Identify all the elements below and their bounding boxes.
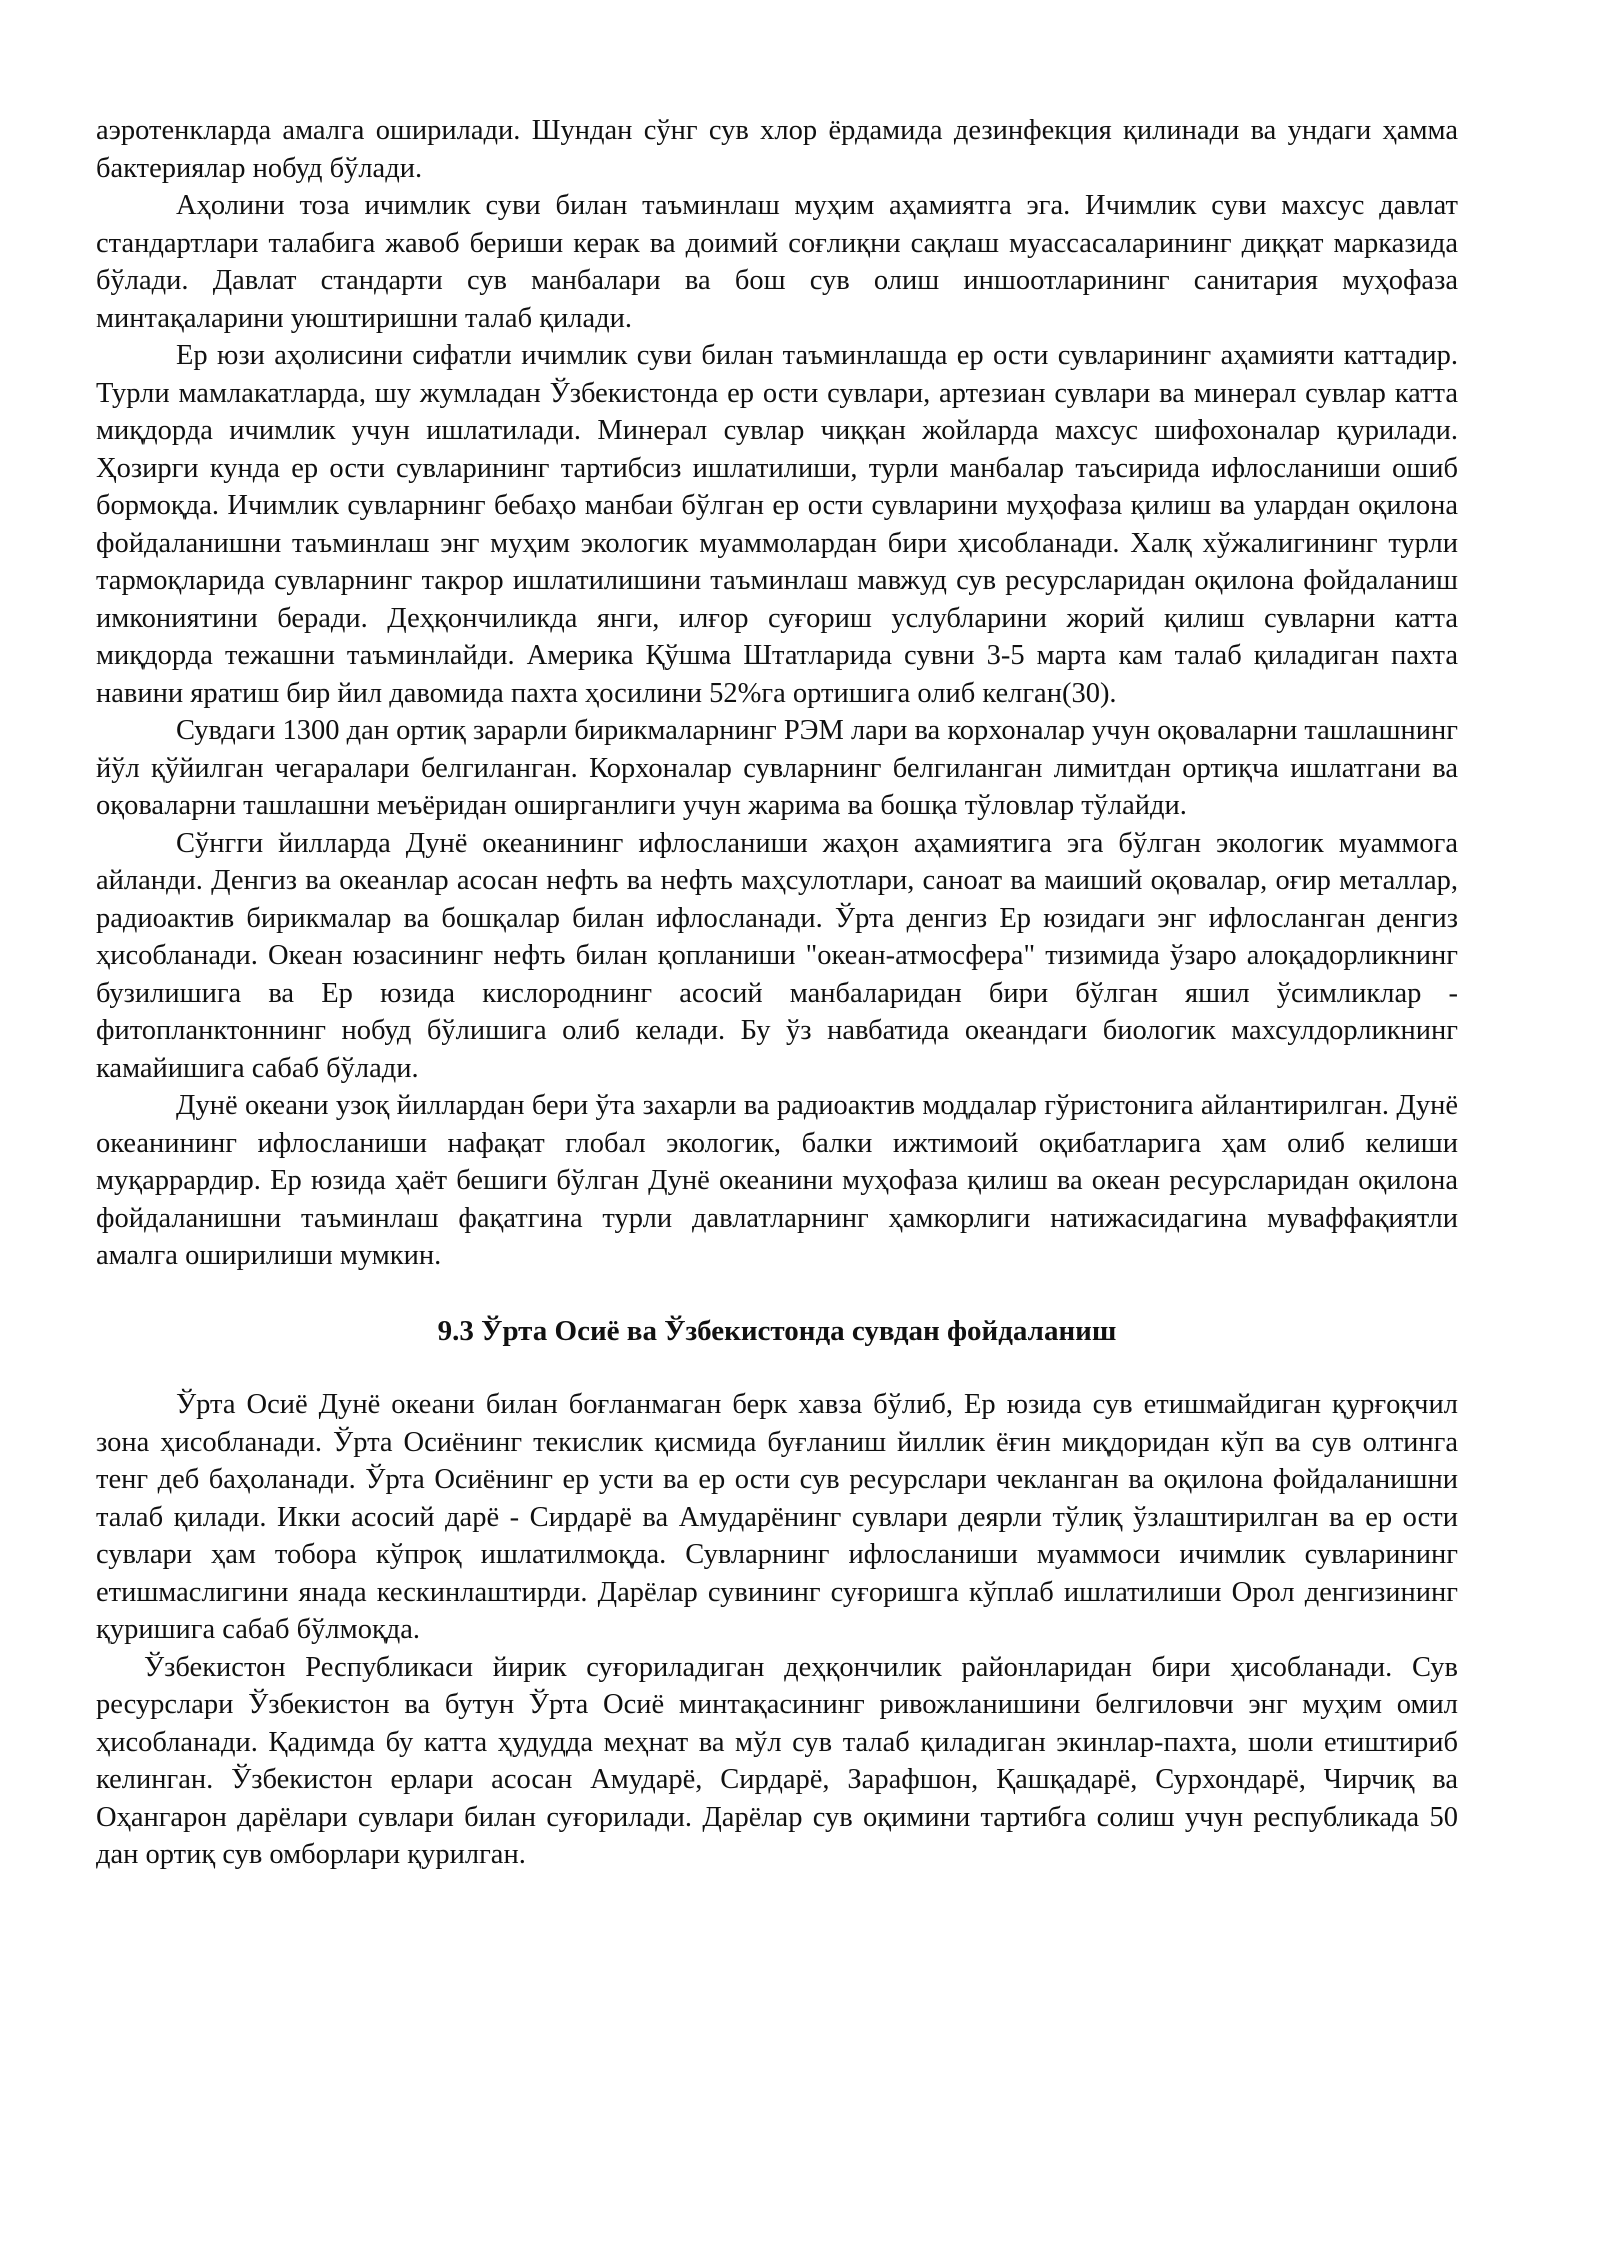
paragraph-groundwater: Ер юзи аҳолисини сифатли ичимлик суви билан таъминлашда ер ости сувларининг аҳамияти каттадир. Турли мамлакатларда, шу жумладан Ўзбекистонда ер ости сувлари, артезиан сувлари ва минерал сувлар катта миқдорда ичимлик учун ишлатилади. Минерал сувлар чиққан жойларда махсус шифохоналар қурилади. Ҳозирги кунда ер ости сувларининг тартибсиз ишлатилиши, турли манбалар таъсирида ифлосланиши ошиб бормоқда. Ичимлик сувларнинг бебаҳо манбаи бўлган ер ости сувларини муҳофаза қилиш ва улардан оқилона фойдаланишни таъминлаш энг муҳим экологик муаммолардан бири ҳисобланади. Халқ хўжалигининг турли тармоқларида сувларнинг такрор ишлатилишини таъминлаш мавжуд сув ресурсларидан оқилона фойдаланиш имкониятини беради. Деҳқончиликда янги, илғор суғориш услубларини жорий қилиш сувларни катта миқдорда тежашни таъминлайди. Америка Қўшма Штатларида сувни 3-5 марта кам талаб қиладиган пахта навини яратиш бир йил давомида пахта ҳосилини 52%га ортишига олиб келган(30). <box>96 340 1458 709</box>
paragraph-harmful-compounds: Сувдаги 1300 дан ортиқ зарарли бирикмаларнинг РЭМ лари ва корхоналар учун оқоваларни ташлашнинг йўл қўйилган чегаралари белгиланган. Корхоналар сувларнинг белгиланган лимитдан ортиқча ишлатгани ва оқоваларни ташлашни меъёридан оширганлиги учун жарима ва бошқа тўловлар тўлайди. <box>96 715 1458 821</box>
section-heading: 9.3 Ўрта Осиё ва Ўзбекистонда сувдан фойдаланиш <box>437 1314 1117 1347</box>
document-page <box>96 112 1458 1874</box>
paragraph-continuation: аэротенкларда амалга оширилади. Шундан сўнг сув хлор ёрдамида дезинфекция қилинади ва ундаги ҳамма бактериялар нобуд бўлади. <box>96 115 1458 184</box>
paragraph-uzbekistan: Ўзбекистон Республикаси йирик суғориладиган деҳқончилик районларидан бири ҳисобланади. Сув ресурслари Ўзбекистон ва бутун Ўрта Осиё минтақасининг ривожланишини белгиловчи энг муҳим омил ҳисобланади. Қадимда бу катта ҳудудда меҳнат ва мўл сув талаб қиладиган экинлар-пахта, шоли етиштириб келинган. Ўзбекистон ерлари асосан Амударё, Сирдарё, Зарафшон, Қашқадарё, Сурхондарё, Чирчиқ ва Оҳангарон дарёлари сувлари билан суғорилади. Дарёлар сув оқимини тартибга солиш учун республикада 50 дан ортиқ сув омборлари қурилган. <box>96 1651 1458 1870</box>
paragraph-ocean-protection: Дунё океани узоқ йиллардан бери ўта захарли ва радиоактив моддалар гўристонига айлантирилган. Дунё океанининг ифлосланиши нафақат глобал экологик, балки ижтимоий оқибатларига ҳам олиб келиши муқаррардир. Ер юзида ҳаёт бешиги бўлган Дунё океанини муҳофаза қилиш ва океан ресурсларидан оқилона фойдаланишни таъминлаш фақатгина турли давлатларнинг ҳамкорлиги натижасидагина муваффақиятли амалга оширилиши мумкин. <box>96 1090 1458 1271</box>
paragraph-ocean-pollution: Сўнгги йилларда Дунё океанининг ифлосланиши жаҳон аҳамиятига эга бўлган экологик муаммога айланди. Денгиз ва океанлар асосан нефть ва нефть маҳсулотлари, саноат ва маиший оқовалар, оғир металлар, радиоактив бирикмалар ва бошқалар билан ифлосланади. Ўрта денгиз Ер юзидаги энг ифлосланган денгиз ҳисобланади. Океан юзасининг нефть билан қопланиши "океан-атмосфера" тизимида ўзаро алоқадорликнинг бузилишига ва Ер юзида кислороднинг асосий манбаларидан бири бўлган яшил ўсимликлар - фитопланктоннинг нобуд бўлишига олиб келади. Бу ўз навбатида океандаги биологик махсулдорликнинг камайишига сабаб бўлади. <box>96 827 1458 1084</box>
paragraph-drinking-water: Аҳолини тоза ичимлик суви билан таъминлаш муҳим аҳамиятга эга. Ичимлик суви махсус давлат стандартлари талабига жавоб бериши керак ва доимий соғлиқни сақлаш муассасаларининг диққат марказида бўлади. Давлат стандарти сув манбалари ва бош сув олиш иншоотларининг санитария муҳофаза минтақаларини уюштиришни талаб қилади. <box>96 190 1458 334</box>
paragraph-central-asia: Ўрта Осиё Дунё океани билан боғланмаган берк хавза бўлиб, Ер юзида сув етишмайдиган қурғоқчил зона ҳисобланади. Ўрта Осиёнинг текислик қисмида буғланиш йиллик ёғин миқдоридан кўп ва сув олтинга тенг деб баҳоланади. Ўрта Осиёнинг ер усти ва ер ости сув ресурслари чекланган ва оқилона фойдаланишни талаб қилади. Икки асосий дарё - Сирдарё ва Амударёнинг сувлари деярли тўлиқ ўзлаштирилган ва ер ости сувлари ҳам тобора кўпроқ ишлатилмоқда. Сувларнинг ифлосланиши муаммоси ичимлик сувларининг етишмаслигини янада кескинлаштирди. Дарёлар сувининг суғоришга кўплаб ишлатилиши Орол денгизининг қуришига сабаб бўлмоқда. <box>96 1389 1458 1645</box>
